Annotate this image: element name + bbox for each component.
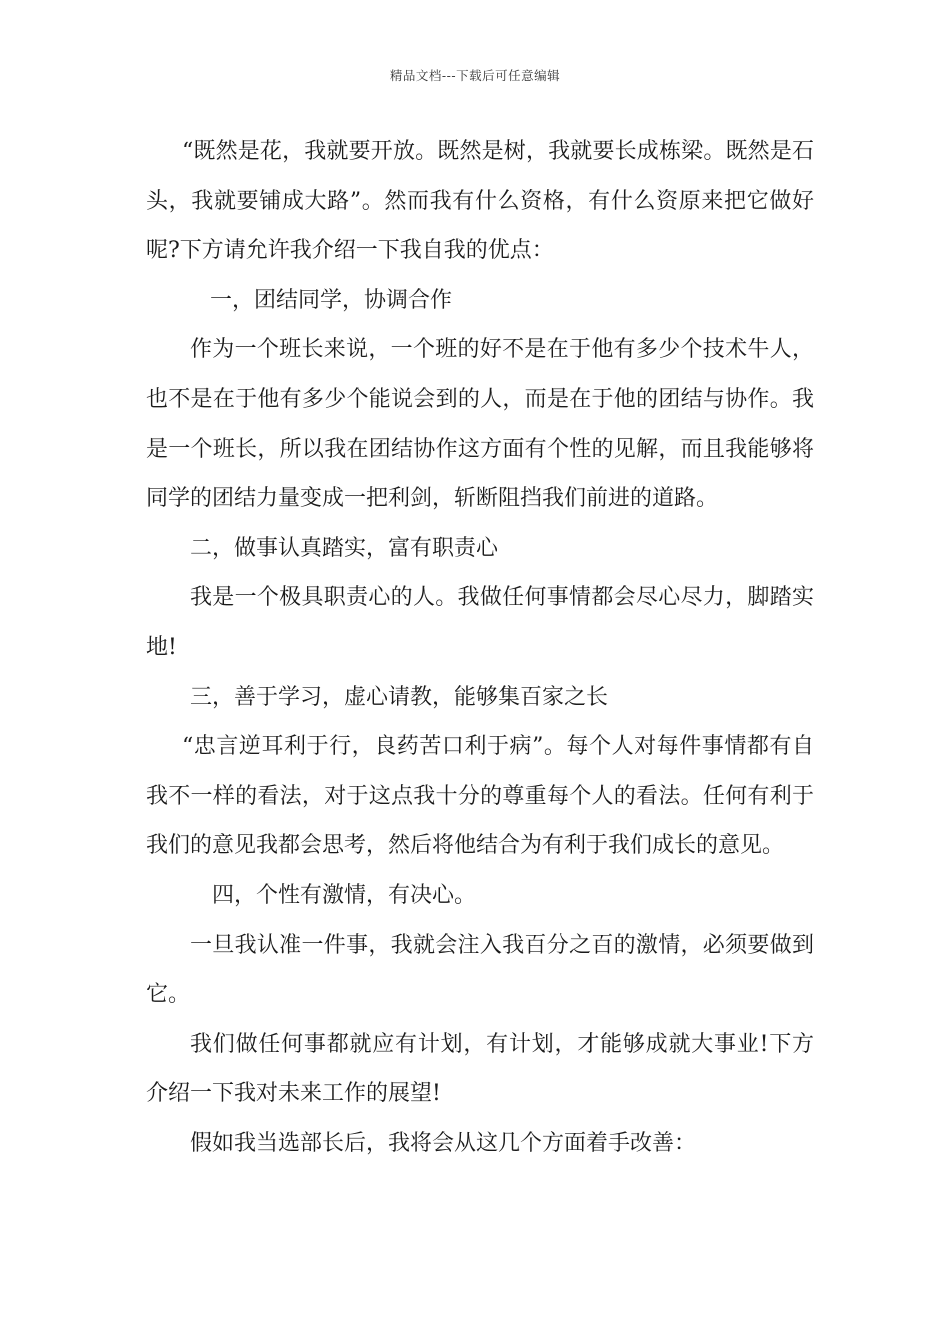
section-heading-2: 二，做事认真踏实，富有职责心 <box>190 535 499 561</box>
section-2-paragraph: 我是一个极具职责心的人。我做任何事情都会尽心尽力，脚踏实地! <box>146 585 814 660</box>
closing-paragraph: 假如我当选部长后，我将会从这几个方面着手改善： <box>190 1130 697 1156</box>
page-header: 精品文档---下载后可任意编辑 <box>389 68 561 83</box>
plan-paragraph: 我们做任何事都就应有计划，有计划，才能够成就大事业!下方介绍一下我对未来工作的展望! <box>146 1031 814 1107</box>
section-4-paragraph: 一旦我认准一件事，我就会注入我百分之百的激情，必须要做到它。 <box>146 932 814 1008</box>
document-body <box>146 127 814 1168</box>
section-heading-4: 四，个性有激情，有决心。 <box>212 882 477 908</box>
intro-paragraph: “既然是花，我就要开放。既然是树，我就要长成栋梁。既然是石头，我就要铺成大路”。然而我有什么资格，有什么资原来把它做好呢?下方请允许我介绍一下我自我的优点： <box>146 139 814 264</box>
section-3-paragraph: “忠言逆耳利于行，良药苦口利于病”。每个人对每件事情都有自我不一样的看法，对于这点我十分的尊重每个人的看法。任何有利于我们的意见我都会思考，然后将他结合为有利于我们成长的意见。 <box>146 734 814 859</box>
section-1-paragraph: 作为一个班长来说，一个班的好不是在于他有多少个技术牛人，也不是在于他有多少个能说会到的人，而是在于他的团结与协作。我是一个班长，所以我在团结协作这方面有个性的见解，而且我能够将同学的团结力量变成一把利剑，斩断阻挡我们前进的道路。 <box>146 337 814 512</box>
section-heading-3: 三，善于学习，虚心请教，能够集百家之长 <box>190 684 609 710</box>
section-heading-1: 一，团结同学，协调合作 <box>210 287 453 313</box>
